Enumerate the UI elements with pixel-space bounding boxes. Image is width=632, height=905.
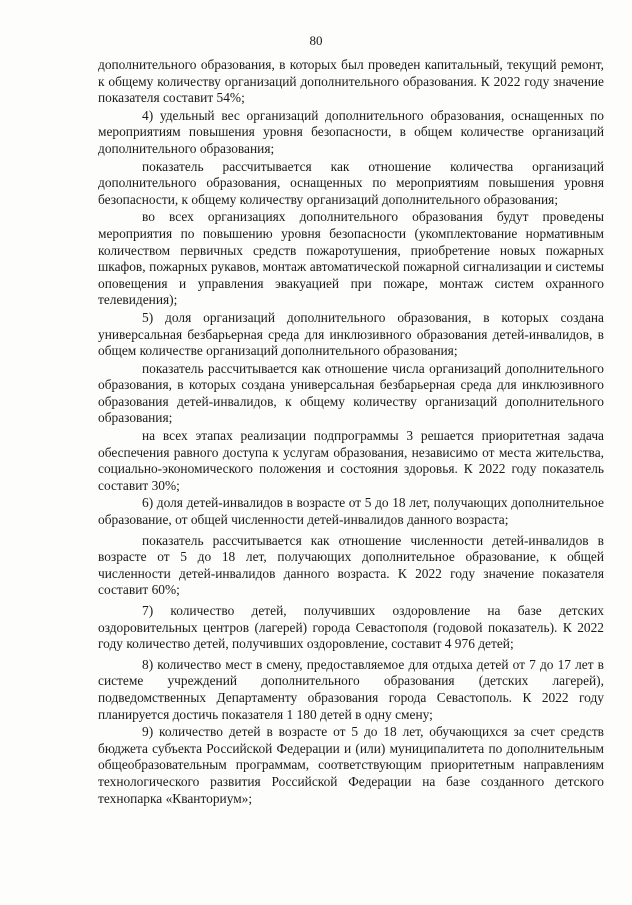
paragraph-indicator-4: 4) удельный вес организаций дополнительного образования, оснащенных по мероприятиям повышения уровня безопасности, в общем количестве организаций дополнительного образования; [98,107,604,156]
paragraph-indicator-7: 7) количество детей, получивших оздоровление на базе детских оздоровительных центров (лагерей) города Севастополя (годовой показатель). К 2022 году количество детей, получивших оздоровление, составит 4 976 детей; [98,603,604,652]
paragraph-indicator-5-calculation: показатель рассчитывается как отношение числа организаций дополнительного образования, в которых создана универсальная безбарьерная среда для инклюзивного образования детей-инвалидов, к общему количеству организаций дополнительного образования; [98,360,604,426]
paragraph-indicator-9: 9) количество детей в возрасте от 5 до 18 лет, обучающихся за счет средств бюджета субъекта Российской Федерации и (или) муниципалитета по дополнительным общеобразовательным программам, соответствующим приоритетным направлениям технологического развития Российской Федерации на базе созданного детского технопарка «Кванториум»; [98,724,604,806]
paragraph-safety-measures: во всех организациях дополнительного образования будут проведены мероприятия по повышению уровня безопасности (укомплектование нормативным количеством первичных средств пожаротушения, приобретение новых пожарных шкафов, пожарных рукавов, монтаж автоматической пожарной сигнализации и системы оповещения и управления эвакуацией при пожаре, монтаж систем охранного телевидения); [98,209,604,308]
paragraph-capital-repair-continuation: дополнительного образования, в которых был проведен капитальный, текущий ремонт, к общему количеству организаций дополнительного образования. К 2022 году значение показателя составит 54%; [98,57,604,106]
paragraph-indicator-4-calculation: показатель рассчитывается как отношение количества организаций дополнительного образования, оснащенных по мероприятиям повышения уровня безопасности, к общему количеству организаций дополнительного образования; [98,158,604,207]
paragraph-indicator-6: 6) доля детей-инвалидов в возрасте от 5 до 18 лет, получающих дополнительное образование, от общей численности детей-инвалидов данного возраста; [98,495,604,528]
document-body [98,57,604,808]
paragraph-equal-access-task: на всех этапах реализации подпрограммы 3 решается приоритетная задача обеспечения равного доступа к услугам образования, независимо от места жительства, социально-экономического положения и состояния здоровья. К 2022 году показатель составит 30%; [98,428,604,493]
page-number: 80 [309,33,323,48]
paragraph-indicator-8: 8) количество мест в смену, предоставляемое для отдыха детей от 7 до 17 лет в системе учреждений дополнительного образования (детских лагерей), подведомственных Департаменту образования города Севастополь. К 2022 году планируется достичь показателя 1 180 детей в одну смену; [98,656,604,722]
paragraph-indicator-6-calculation: показатель рассчитывается как отношение численности детей-инвалидов в возрасте от 5 до 18 лет, получающих дополнительное образование, к общей численности детей-инвалидов данного возраста. К 2022 году значение показателя составит 60%; [98,532,604,598]
paragraph-indicator-5: 5) доля организаций дополнительного образования, в которых создана универсальная безбарьерная среда для инклюзивного образования детей-инвалидов, в общем количестве организаций дополнительного образования; [98,309,604,359]
